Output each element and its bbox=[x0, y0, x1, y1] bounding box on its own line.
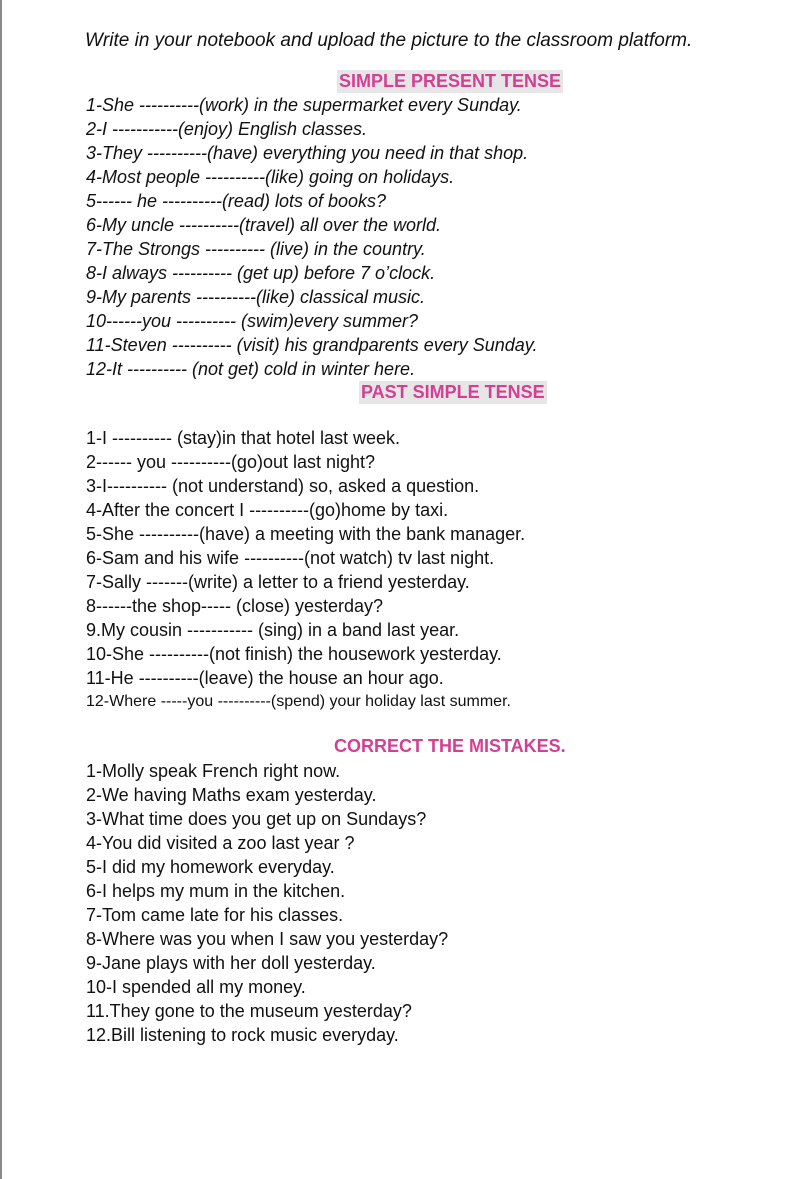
heading-correct-mistakes: CORRECT THE MISTAKES. bbox=[334, 736, 566, 756]
exercise-item: 8------the shop----- (close) yesterday? bbox=[86, 596, 384, 616]
list-simple-present bbox=[86, 93, 537, 381]
exercise-item: 9-Jane plays with her doll yesterday. bbox=[86, 953, 376, 973]
exercise-item: 12.Bill listening to rock music everyday. bbox=[86, 1025, 399, 1045]
exercise-item: 4-You did visited a zoo last year ? bbox=[86, 833, 355, 853]
heading-simple-present: SIMPLE PRESENT TENSE bbox=[339, 71, 562, 91]
exercise-item: 7-Tom came late for his classes. bbox=[86, 905, 344, 925]
instructions-title: Write in your notebook and upload the picture to the classroom platform. bbox=[85, 30, 693, 51]
exercise-item: 10------you ---------- (swim)every summer? bbox=[86, 311, 418, 331]
list-past-simple bbox=[86, 426, 525, 714]
exercise-item: 8-Where was you when I saw you yesterday? bbox=[86, 929, 449, 949]
exercise-item: 11-He ----------(leave) the house an hour ago. bbox=[86, 668, 444, 688]
exercise-item: 1-Molly speak French right now. bbox=[86, 761, 341, 781]
exercise-item: 9.My cousin ----------- (sing) in a band last year. bbox=[86, 620, 460, 640]
exercise-item: 2------ you ----------(go)out last night? bbox=[86, 452, 376, 472]
exercise-item: 10-I spended all my money. bbox=[86, 977, 306, 997]
exercise-item: 12-Where -----you ----------(spend) your holiday last summer. bbox=[86, 693, 511, 710]
exercise-item: 3-They ----------(have) everything you need in that shop. bbox=[86, 143, 529, 163]
exercise-item: 5-I did my homework everyday. bbox=[86, 857, 335, 877]
exercise-item: 11.They gone to the museum yesterday? bbox=[86, 1001, 412, 1021]
exercise-item: 4-Most people ----------(like) going on holidays. bbox=[86, 167, 455, 187]
exercise-item: 12-It ---------- (not get) cold in winter here. bbox=[86, 359, 416, 379]
exercise-item: 6-My uncle ----------(travel) all over the world. bbox=[86, 215, 442, 235]
exercise-item: 2-We having Maths exam yesterday. bbox=[86, 785, 377, 805]
exercise-item: 4-After the concert I ----------(go)home by taxi. bbox=[86, 500, 449, 520]
exercise-item: 5-She ----------(have) a meeting with the bank manager. bbox=[86, 524, 526, 544]
exercise-item: 3-What time does you get up on Sundays? bbox=[86, 809, 427, 829]
exercise-item: 1-She ----------(work) in the supermarket every Sunday. bbox=[86, 95, 522, 115]
exercise-item: 2-I -----------(enjoy) English classes. bbox=[86, 119, 368, 139]
page-left-border bbox=[0, 0, 2, 1179]
exercise-item: 5------ he ----------(read) lots of books? bbox=[86, 191, 387, 211]
exercise-item: 11-Steven ---------- (visit) his grandparents every Sunday. bbox=[86, 335, 538, 355]
exercise-item: 7-Sally -------(write) a letter to a friend yesterday. bbox=[86, 572, 470, 592]
exercise-item: 10-She ----------(not finish) the housework yesterday. bbox=[86, 644, 502, 664]
exercise-item: 6-Sam and his wife ----------(not watch) tv last night. bbox=[86, 548, 495, 568]
heading-past-simple: PAST SIMPLE TENSE bbox=[361, 382, 545, 402]
exercise-item: 3-I---------- (not understand) so, asked a question. bbox=[86, 476, 480, 496]
exercise-item: 8-I always ---------- (get up) before 7 o’clock. bbox=[86, 263, 436, 283]
exercise-item: 6-I helps my mum in the kitchen. bbox=[86, 881, 346, 901]
exercise-item: 9-My parents ----------(like) classical music. bbox=[86, 287, 426, 307]
list-correct-mistakes bbox=[86, 759, 448, 1047]
exercise-item: 1-I ---------- (stay)in that hotel last week. bbox=[86, 428, 401, 448]
exercise-item: 7-The Strongs ---------- (live) in the country. bbox=[86, 239, 426, 259]
